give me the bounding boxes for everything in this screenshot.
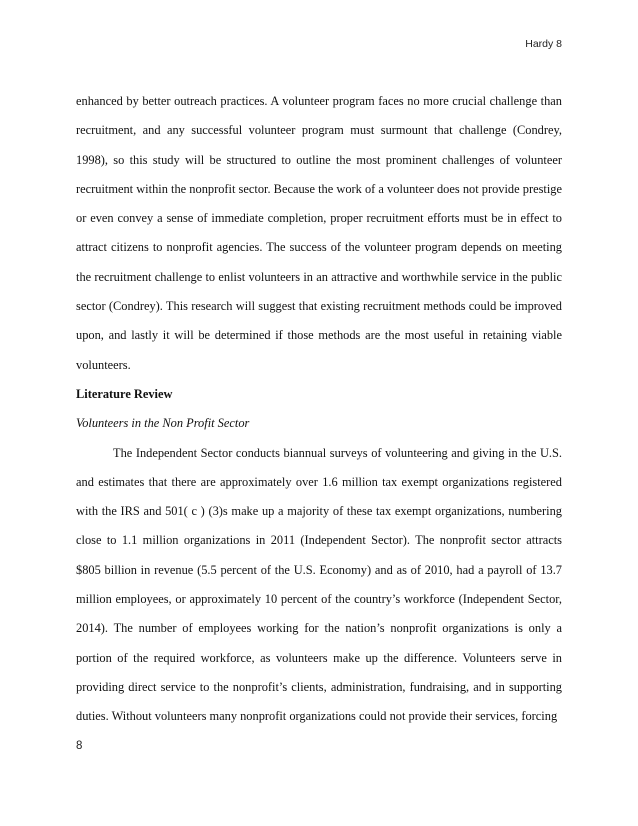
running-head: Hardy 8 [525, 38, 562, 50]
paragraph-intro: enhanced by better outreach practices. A volunteer program faces no more crucial challenge than recruitment, and any successful volunteer program must surmount that challenge (Condrey, 1998), so this study will be structured to outline the most prominent challenges of volunteer recruitment within the nonprofit sector. Because the work of a volunteer does not provide prestige or even convey a sense of immediate completion, proper recruitment efforts must be in effect to attract citizens to nonprofit agencies. The success of the volunteer program depends on meeting the recruitment challenge to enlist volunteers in an attractive and worthwhile service in the public sector (Condrey). This research will suggest that existing recruitment methods could be improved upon, and lastly it will be determined if those methods are the most useful in retaining viable volunteers. [76, 94, 562, 372]
subsection-heading: Volunteers in the Non Profit Sector [76, 416, 250, 431]
page-number: 8 [76, 740, 83, 752]
document-body [76, 87, 562, 732]
paragraph-independent-sector: The Independent Sector conducts biannual surveys of volunteering and giving in the U.S. and estimates that there are approximately over 1.6 million tax exempt organizations registered with the IRS and 501( c ) (3)s make up a majority of these tax exempt organizations, numbering close to 1.1 million organizations in 2011 (Independent Sector). The nonprofit sector attracts $805 billion in revenue (5.5 percent of the U.S. Economy) and as of 2010, had a payroll of 13.7 million employees, or approximately 10 percent of the country’s workforce (Independent Sector, 2014). The number of employees working for the nation’s nonprofit organizations is only a portion of the required workforce, as volunteers make up the difference. Volunteers serve in providing direct service to the nonprofit’s clients, administration, fundraising, and in supporting duties. Without volunteers many nonprofit organizations could not provide their services, forcing [76, 445, 562, 724]
section-heading: Literature Review [76, 386, 173, 401]
